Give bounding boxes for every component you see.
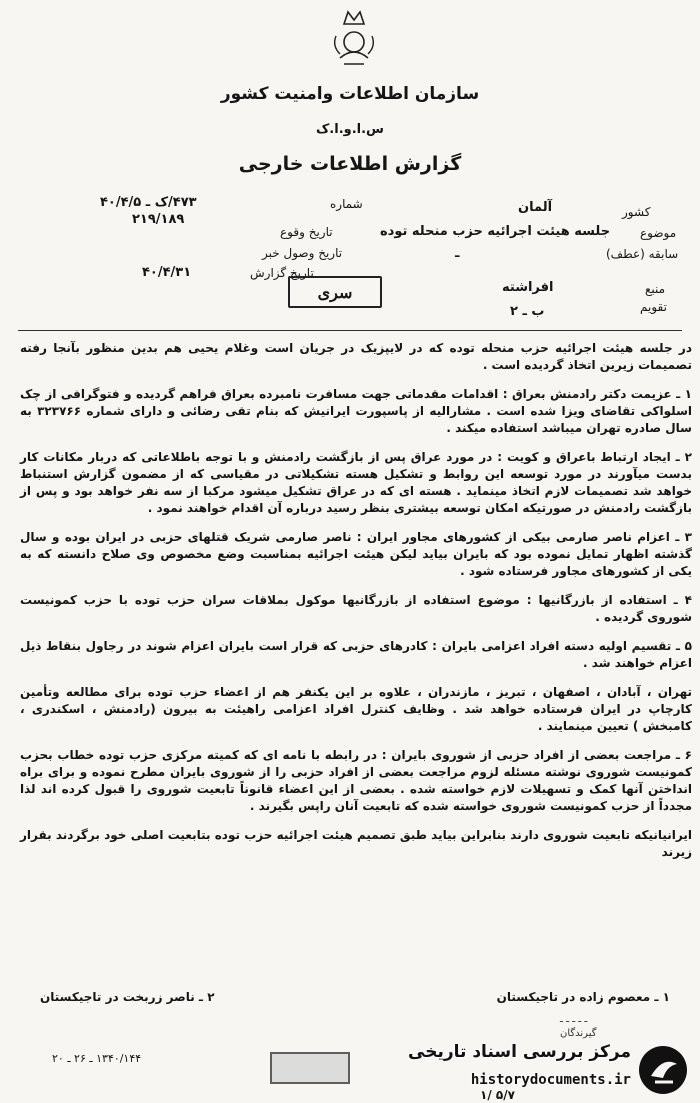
item-paragraph: ۴ ـ استفاده از بازرگانیها : موضوع استفاده از بازرگانیها موکول بملاقات سران حزب توده با حزب کمونیست شوروی گردیده . xyxy=(20,593,692,624)
item-paragraph: ۵ ـ تقسیم اولیه دسته افراد اعزامی بایران : کادرهای حزبی که قرار است بایران اعزام شوند در رجاول بنقاط ذیل اعزام خواهند شد . xyxy=(20,639,692,670)
item-paragraph: ایرانیانیکه تابعیت شوروی دارند بنابراین بیاید طبق تصمیم هیئت اجرائیه حزب توده بتابعیت اصلی خود برگردند بقرار زیرند xyxy=(20,828,692,859)
item-paragraph: ۱ ـ عزیمت دکتر رادمنش بعراق : اقدامات مقدماتی جهت مسافرت نامبرده بعراق فراهم گردیده و فتوگرافی از چک اسلواکی تقاضای ویزا شده است . مشارالیه از پاسپورت ایرانیش که بنام تقی رضائی و دارای شماره ۳۲۳۷۶۶ به سال صادره تهران میباشد استفاده میکند . xyxy=(20,387,692,435)
signature-label: ـ ـ ـ ـ ـ xyxy=(560,1014,588,1025)
classification-stamp: سری xyxy=(288,276,382,308)
header-divider xyxy=(18,330,682,331)
item-paragraph: ۶ ـ مراجعت بعضی از افراد حزبی از شوروی بایران : در رابطه با نامه ای که کمیته مرکزی حزب توده خطاب بحزب کمونیست شوروی نوشته مسئله لزوم مراجعت بعضی از افراد حزبی را از شوروی بایران مطرح نموده و برای براه انداختن آنها کمک و تسهیلات لازم خواسته شده . بعضی از این اعضاء قانوناً تابعیت شوروی را قبول کرده اند لذا مجدداً از حزب کمونیست شوروی خواسته شده که تابعیت آنان راپس بگیرند . xyxy=(20,748,692,813)
item-paragraph: ۲ ـ ایجاد ارتباط باعراق و کویت : در مورد عراق پس از بازگشت رادمنش و با توجه باطلاعاتی که دربار مکانات کار بدست میآورند در مورد توسعه این روابط و تشکیل هسته تشکیلاتی در مقیاسی که از مضمون گزارش استنباط خواهد شد تصمیمات لازم اتخاذ مینماید . هسته ای که در عراق تشکیل میشود مرکبا از سه نفر خواهد بود و پس از بازگشت رادمنش در صورتیکه امکان توسعه بیشتری بنظر رسید درباره آن اقدام خواهند نمود . xyxy=(20,450,692,515)
item-paragraph: تهران ، آبادان ، اصفهان ، تبریز ، مازندران ، علاوه بر این یکنفر هم از اعضاء حزب توده برای مطالعه وتأمین کارچاپ در ایران فرستاده خواهد شد . وظایف کنترل افراد اعزامی راهیئت به بیرون (رادمنش ، اسکندری ، کامبخش ) تعیین مینمایند . xyxy=(20,685,692,733)
occurrence-label: تاریخ وقوع xyxy=(280,225,333,239)
report-title: گزارش اطلاعات خارجی xyxy=(238,153,462,175)
source-label: منبع xyxy=(645,282,666,296)
intro-paragraph: در جلسه هیئت اجرائیه حزب منحله توده که در لایپزیک در جریان است وغلام یحیی هم بدین منظور بآنجا رفته تصمیمات زیرین اتخاذ گردیده است . xyxy=(20,341,692,372)
emblem-icon xyxy=(330,6,378,70)
subject-value: جلسه هیئت اجرائیه حزب منحله توده xyxy=(380,224,611,239)
report-body xyxy=(20,340,692,873)
number-label: شماره xyxy=(330,197,363,211)
item-paragraph: ۳ ـ اعزام ناصر صارمی بیکی از کشورهای مجاور ایران : ناصر صارمی شریک قتلهای حزبی در ایران بوده و سال گذشته اظهار تمایل نموده بود که بایران بیاید لیکن هیئت اجرائیه بمناسبت وضع مخصوص وی صلاح دانسته که به یکی از کشورهای مجاور فرستاده شود . xyxy=(20,530,692,578)
report-date-label: تاریخ گزارش xyxy=(250,266,314,280)
received-label: تاریخ وصول خبر xyxy=(262,246,343,260)
archive-logo-icon xyxy=(637,1044,689,1096)
recipients-label: گیرندگان xyxy=(560,1028,597,1039)
name-entry: ۲ ـ ناصر زربخت در تاجیکستان xyxy=(40,990,215,1004)
source-value: افراشته xyxy=(502,280,554,295)
footer-date: ۱۳۴۰/۱۴۴ ـ ۲۶ ـ ۲۰ xyxy=(52,1052,142,1065)
country-label: کشور xyxy=(622,205,651,219)
report-date-value: ۴۰/۴/۳۱ xyxy=(142,265,192,280)
watermark-url: historydocuments.ir xyxy=(470,1072,631,1088)
number-value: ۴۷۳/ک ـ ۴۰/۴/۵ xyxy=(100,195,197,210)
names-list xyxy=(40,990,670,1004)
watermark-text: مرکز بررسی اسناد تاریخی xyxy=(408,1042,631,1062)
evaluation-label: تقویم xyxy=(640,300,667,314)
organization-name: سازمان اطلاعات وامنیت کشور xyxy=(220,84,480,104)
archive-stamp xyxy=(270,1052,350,1084)
precedent-label: سابقه (عطف) xyxy=(606,247,679,261)
watermark xyxy=(395,1042,693,1098)
evaluation-value: ب ـ ۲ xyxy=(510,304,545,319)
precedent-value: ـ xyxy=(455,246,460,261)
country-value: آلمان xyxy=(518,200,553,215)
bottom-number: ۵/۷ /۱ xyxy=(480,1088,515,1102)
subject-label: موضوع xyxy=(640,226,677,240)
organization-code: س.ا.و.ا.ک xyxy=(316,122,384,137)
number-sub-value: ۲۱۹/۱۸۹ xyxy=(132,212,185,227)
name-entry: ۱ ـ معصوم زاده در تاجیکستان xyxy=(496,990,670,1004)
